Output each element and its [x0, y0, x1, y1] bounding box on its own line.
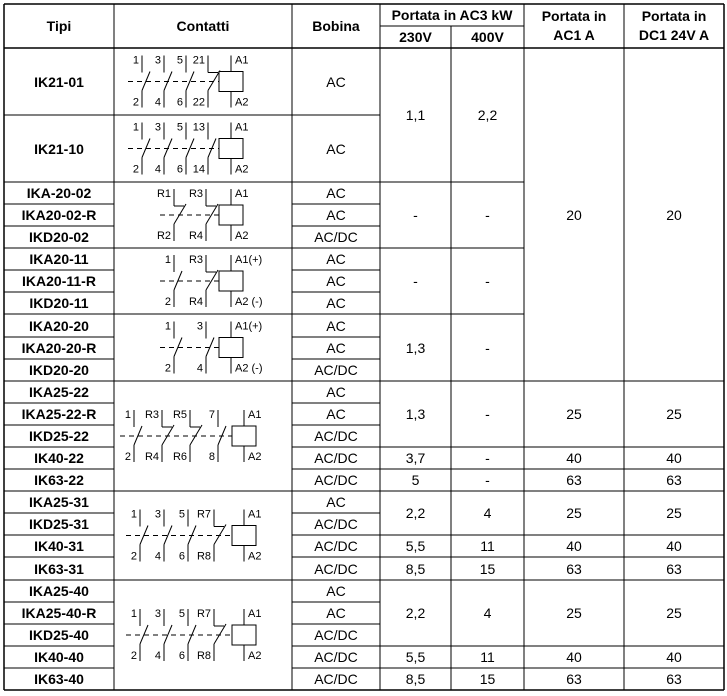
terminal-label-top: 3 [154, 121, 161, 134]
coil-label-a2: A2 [248, 451, 262, 463]
value-cell: - [485, 472, 490, 488]
bobina-cell: AC [326, 384, 346, 400]
value-cell: 2,2 [405, 505, 426, 521]
value-cell: - [413, 273, 418, 289]
coil-box [219, 72, 243, 92]
contact-diagram [114, 115, 292, 182]
value-cell: 20 [566, 206, 582, 223]
terminal-label-top: 13 [192, 121, 205, 134]
tipo-cell: IK63-22 [34, 472, 84, 488]
terminal-label-top: 1 [130, 508, 137, 521]
bobina-cell: AC/DC [314, 627, 358, 643]
value-cell: - [485, 207, 490, 223]
value-cell: 5,5 [405, 538, 426, 554]
bobina-cell: AC [326, 406, 346, 422]
value-cell: 3,7 [405, 450, 426, 466]
coil-box [232, 426, 256, 446]
terminal-label-bottom: 14 [192, 163, 205, 176]
tipo-cell: IK21-10 [34, 140, 84, 157]
header-ac1-line2: AC1 A [553, 27, 595, 43]
tipo-cell: IK63-31 [34, 560, 84, 577]
header-230v: 230V [399, 29, 432, 45]
bobina-cell: AC [326, 185, 346, 201]
terminal-label-bottom: 4 [154, 96, 161, 109]
tipo-cell: IKD25-40 [29, 627, 89, 643]
terminal-label-top: R3 [144, 409, 159, 421]
terminal-label-top: 1 [132, 54, 139, 67]
bobina-cell: AC [326, 73, 346, 90]
coil-label-a2: A2 (-) [235, 296, 263, 308]
value-cell: - [413, 207, 418, 223]
terminal-label-bottom: 2 [164, 362, 171, 375]
header-portata-ac3: Portata in AC3 kW [391, 7, 513, 23]
value-cell: 5 [411, 472, 420, 488]
terminal-label-bottom: 8 [208, 451, 215, 463]
nc-contact-blade [206, 204, 218, 224]
terminal-label-bottom: R4 [188, 296, 203, 308]
terminal-label-top: R1 [156, 188, 171, 200]
nc-contact-blade [190, 425, 202, 445]
header-dc1-line1: Portata in [641, 8, 707, 24]
coil-box [219, 205, 243, 225]
value-cell: - [485, 406, 490, 422]
coil-label-a2: A2 [248, 550, 262, 563]
value-cell: 8,5 [405, 560, 426, 577]
terminal-label-bottom: 22 [192, 96, 205, 109]
bobina-cell: AC/DC [314, 671, 358, 687]
value-cell: 63 [666, 671, 682, 687]
value-cell: 40 [666, 649, 682, 665]
value-cell: 1,1 [405, 107, 426, 123]
value-cell: 1,3 [405, 339, 426, 356]
bobina-cell: AC/DC [314, 516, 358, 532]
terminal-label-top: 1 [132, 121, 139, 134]
terminal-label-bottom: 2 [124, 451, 131, 463]
terminal-label-top: 3 [154, 608, 161, 620]
value-cell: - [485, 450, 490, 466]
value-cell: 25 [566, 406, 582, 422]
bobina-cell: AC/DC [314, 472, 358, 488]
terminal-label-top: 1 [164, 254, 171, 266]
bobina-cell: AC [326, 251, 346, 267]
tipo-cell: IKA25-31 [29, 494, 89, 510]
terminal-label-bottom: 2 [130, 650, 137, 662]
header-tipi: Tipi [46, 18, 72, 34]
tipo-cell: IKD25-31 [29, 516, 89, 532]
coil-label-a1: A1 [248, 508, 262, 521]
nc-contact-blade [174, 204, 186, 224]
contact-diagram [114, 314, 292, 381]
terminal-label-bottom: R8 [196, 550, 211, 563]
terminal-label-bottom: 6 [178, 650, 185, 662]
terminal-label-top: 3 [196, 320, 203, 333]
value-cell: - [485, 339, 490, 356]
terminal-label-bottom: 2 [130, 550, 137, 563]
coil-label-a1: A1 [248, 409, 262, 421]
contact-diagram [114, 381, 292, 491]
coil-label-a1: A1 [235, 54, 249, 67]
contact-diagram [114, 580, 292, 690]
terminal-label-bottom: R8 [196, 650, 211, 662]
value-cell: 15 [479, 560, 496, 577]
terminal-label-bottom: 4 [154, 163, 161, 176]
terminal-label-bottom: 6 [176, 163, 183, 176]
terminal-label-top: 7 [208, 409, 215, 421]
coil-label-a2: A2 (-) [235, 362, 263, 375]
contact-diagram [114, 248, 292, 314]
terminal-label-bottom: 2 [164, 296, 171, 308]
value-cell: 25 [666, 605, 682, 621]
bobina-cell: AC/DC [314, 649, 358, 665]
coil-label-a1: A1(+) [235, 320, 263, 333]
bobina-cell: AC [326, 273, 346, 289]
value-cell: 2,2 [477, 107, 498, 123]
header-contatti: Contatti [176, 18, 230, 34]
bobina-cell: AC/DC [314, 560, 358, 577]
tipo-cell: IK21-01 [34, 73, 84, 90]
coil-box [219, 139, 243, 159]
tipo-cell: IK63-40 [34, 671, 84, 687]
value-cell: 25 [566, 505, 582, 521]
value-cell: 1,3 [405, 406, 426, 422]
tipo-cell: IKD25-22 [29, 428, 89, 444]
nc-contact-blade [162, 425, 174, 445]
coil-label-a1: A1 [235, 188, 249, 200]
tipo-cell: IKA20-20-R [21, 340, 97, 356]
tipo-cell: IKA25-40-R [21, 605, 97, 621]
terminal-label-top: R3 [188, 254, 203, 266]
terminal-label-bottom: 4 [154, 650, 161, 662]
nc-contact-blade [214, 525, 226, 545]
tipo-cell: IKA20-02-R [21, 207, 97, 223]
value-cell: 20 [666, 206, 682, 223]
terminal-label-top: 3 [154, 508, 161, 521]
terminal-label-bottom: R4 [144, 451, 159, 463]
tipo-cell: IK40-40 [34, 649, 84, 665]
tipo-cell: IKA20-20 [29, 317, 89, 334]
tipo-cell: IK40-31 [34, 538, 84, 554]
terminal-label-bottom: R4 [188, 230, 203, 242]
terminal-label-bottom: 6 [176, 96, 183, 109]
coil-box [219, 271, 243, 291]
terminal-label-bottom: 2 [132, 163, 139, 176]
terminal-label-bottom: R2 [156, 230, 171, 242]
value-cell: 25 [666, 505, 682, 521]
value-cell: 63 [666, 560, 682, 577]
value-cell: 15 [479, 671, 496, 687]
value-cell: 40 [666, 450, 682, 466]
tipo-cell: IKA-20-02 [26, 185, 92, 201]
tipo-cell: IKA20-11 [29, 251, 89, 267]
terminal-label-top: 1 [124, 409, 131, 421]
terminal-label-top: R5 [172, 409, 187, 421]
terminal-label-top: 1 [130, 608, 137, 620]
contact-diagram [114, 48, 292, 115]
bobina-cell: AC/DC [314, 538, 358, 554]
bobina-cell: AC [326, 317, 346, 334]
value-cell: - [485, 273, 490, 289]
value-cell: 63 [566, 560, 582, 577]
tipo-cell: IKA25-22 [29, 384, 89, 400]
bobina-cell: AC/DC [314, 362, 358, 378]
coil-label-a1: A1 [235, 121, 249, 134]
tipo-cell: IKA25-22-R [21, 406, 97, 422]
bobina-cell: AC/DC [314, 450, 358, 466]
value-cell: 63 [666, 472, 682, 488]
bobina-cell: AC [326, 583, 346, 599]
coil-box [232, 625, 256, 645]
value-cell: 25 [566, 605, 582, 621]
terminal-label-bottom: 6 [178, 550, 185, 563]
terminal-label-bottom: 4 [196, 362, 203, 375]
coil-label-a2: A2 [235, 230, 249, 242]
bobina-cell: AC [326, 494, 346, 510]
value-cell: 40 [666, 538, 682, 554]
tipo-cell: IKD20-02 [29, 229, 89, 245]
coil-label-a1: A1(+) [235, 254, 263, 266]
value-cell: 5,5 [405, 649, 426, 665]
terminal-label-top: 5 [176, 121, 183, 134]
bobina-cell: AC [326, 295, 346, 311]
header-400v: 400V [471, 29, 504, 45]
bobina-cell: AC [326, 207, 346, 223]
header-dc1-line2: DC1 24V A [638, 27, 710, 43]
coil-label-a1: A1 [248, 608, 262, 620]
coil-box [232, 526, 256, 546]
bobina-cell: AC/DC [314, 229, 358, 245]
tipo-cell: IK40-22 [34, 450, 84, 466]
coil-label-a2: A2 [235, 96, 249, 109]
terminal-label-bottom: 4 [154, 550, 161, 563]
value-cell: 4 [483, 605, 492, 621]
terminal-label-top: 5 [178, 508, 185, 521]
terminal-label-top: 5 [176, 54, 183, 67]
value-cell: 2,2 [405, 605, 426, 621]
header-ac1-line1: Portata in [541, 8, 607, 24]
coil-box [219, 338, 243, 358]
terminal-label-top: R3 [188, 188, 203, 200]
terminal-label-top: 1 [164, 320, 171, 333]
bobina-cell: AC/DC [314, 428, 358, 444]
bobina-cell: AC [326, 605, 346, 621]
nc-contact-blade [208, 71, 220, 91]
tipo-cell: IKD20-11 [29, 295, 89, 311]
bobina-cell: AC [326, 140, 346, 157]
value-cell: 40 [566, 649, 582, 665]
nc-contact-blade [214, 624, 226, 644]
coil-label-a2: A2 [235, 163, 249, 176]
terminal-label-top: 3 [154, 54, 161, 67]
value-cell: 63 [566, 671, 582, 687]
bobina-cell: AC [326, 340, 346, 356]
terminal-label-bottom: 2 [132, 96, 139, 109]
header-bobina: Bobina [312, 18, 360, 34]
value-cell: 11 [480, 538, 495, 554]
value-cell: 40 [566, 450, 582, 466]
tipo-cell: IKD20-20 [29, 362, 89, 378]
tipo-cell: IKA25-40 [29, 583, 89, 599]
terminal-label-top: 21 [192, 54, 205, 67]
terminal-label-top: 5 [178, 608, 185, 620]
value-cell: 40 [566, 538, 582, 554]
value-cell: 63 [566, 472, 582, 488]
value-cell: 25 [666, 406, 682, 422]
tipo-cell: IKA20-11-R [22, 273, 96, 289]
contact-diagram [114, 491, 292, 580]
terminal-label-top: R7 [196, 608, 211, 620]
value-cell: 11 [480, 649, 495, 665]
terminal-label-bottom: R6 [172, 451, 187, 463]
contact-diagram [114, 182, 292, 248]
value-cell: 8,5 [405, 671, 426, 687]
coil-label-a2: A2 [248, 650, 262, 662]
value-cell: 4 [483, 505, 492, 521]
terminal-label-top: R7 [196, 508, 211, 521]
nc-contact-blade [206, 270, 218, 290]
